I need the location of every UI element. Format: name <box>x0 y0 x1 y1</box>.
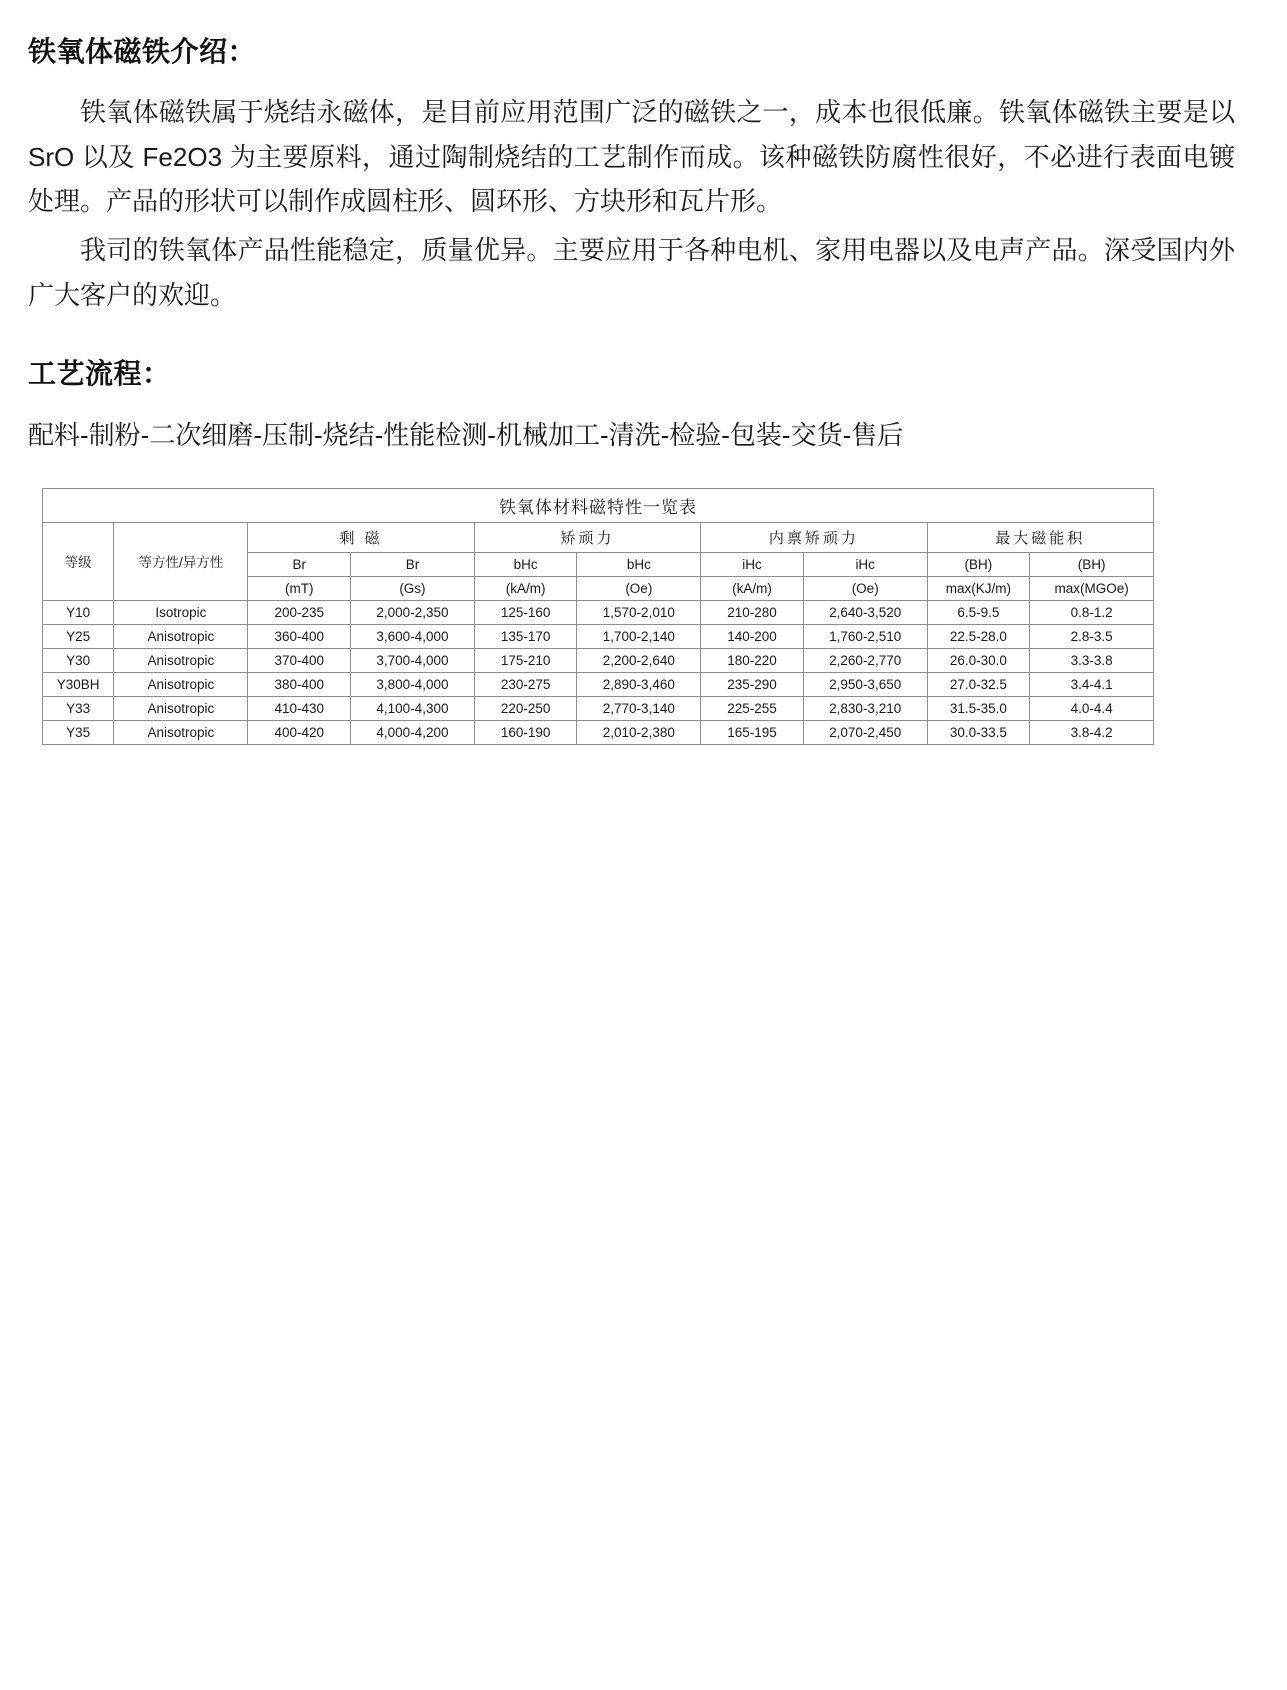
cell-br-gs: 4,100-4,300 <box>351 696 475 720</box>
symbol-br-gs: Br <box>351 552 475 576</box>
symbol-ihc-kam: iHc <box>701 552 804 576</box>
cell-bh-kjm: 30.0-33.5 <box>927 720 1030 744</box>
header-grade: 等级 <box>43 522 114 600</box>
process-heading: 工艺流程： <box>28 357 171 389</box>
cell-bhc-kam: 160-190 <box>474 720 577 744</box>
cell-br-gs: 3,600-4,000 <box>351 624 475 648</box>
cell-anisotropy: Anisotropic <box>114 696 248 720</box>
cell-br-gs: 4,000-4,200 <box>351 720 475 744</box>
cell-bhc-oe: 2,890-3,460 <box>577 672 701 696</box>
cell-grade: Y30BH <box>43 672 114 696</box>
table-row <box>43 600 1154 624</box>
unit-bhc-kam: (kA/m) <box>474 576 577 600</box>
cell-ihc-oe: 2,260-2,770 <box>803 648 927 672</box>
cell-ihc-kam: 140-200 <box>701 624 804 648</box>
cell-bh-mgoe: 3.8-4.2 <box>1030 720 1154 744</box>
unit-bhc-oe: (Oe) <box>577 576 701 600</box>
cell-grade: Y33 <box>43 696 114 720</box>
table-row <box>43 696 1154 720</box>
cell-ihc-oe: 2,830-3,210 <box>803 696 927 720</box>
cell-bhc-oe: 2,010-2,380 <box>577 720 701 744</box>
cell-ihc-kam: 210-280 <box>701 600 804 624</box>
unit-bh-mgoe: max(MGOe) <box>1030 576 1154 600</box>
cell-bh-kjm: 31.5-35.0 <box>927 696 1030 720</box>
cell-ihc-kam: 235-290 <box>701 672 804 696</box>
unit-ihc-kam: (kA/m) <box>701 576 804 600</box>
header-intrinsic-coercivity: 内禀矫顽力 <box>701 522 927 552</box>
cell-bhc-oe: 1,570-2,010 <box>577 600 701 624</box>
intro-paragraph-2: 我司的铁氧体产品性能稳定，质量优异。主要应用于各种电机、家用电器以及电声产品。深受国内外广大客户的欢迎。 <box>28 235 1235 310</box>
cell-br-gs: 3,800-4,000 <box>351 672 475 696</box>
cell-br-mt: 380-400 <box>248 672 351 696</box>
cell-br-gs: 3,700-4,000 <box>351 648 475 672</box>
cell-grade: Y35 <box>43 720 114 744</box>
cell-ihc-oe: 2,640-3,520 <box>803 600 927 624</box>
cell-bh-kjm: 22.5-28.0 <box>927 624 1030 648</box>
unit-br-mt: (mT) <box>248 576 351 600</box>
table-title: 铁氧体材料磁特性一览表 <box>43 488 1154 522</box>
header-remanence: 剩 磁 <box>248 522 474 552</box>
cell-bhc-kam: 135-170 <box>474 624 577 648</box>
table-group-header-row <box>43 522 1154 552</box>
cell-bh-mgoe: 3.4-4.1 <box>1030 672 1154 696</box>
cell-ihc-kam: 180-220 <box>701 648 804 672</box>
cell-br-mt: 360-400 <box>248 624 351 648</box>
process-flow-text: 配料-制粉-二次细磨-压制-烧结-性能检测-机械加工-清洗-检验-包装-交货-售后 <box>28 419 904 450</box>
cell-bh-kjm: 26.0-30.0 <box>927 648 1030 672</box>
symbol-ihc-oe: iHc <box>803 552 927 576</box>
cell-bhc-oe: 2,200-2,640 <box>577 648 701 672</box>
cell-grade: Y10 <box>43 600 114 624</box>
intro-heading: 铁氧体磁铁介绍： <box>28 36 257 67</box>
cell-bh-kjm: 6.5-9.5 <box>927 600 1030 624</box>
cell-grade: Y25 <box>43 624 114 648</box>
cell-br-mt: 410-430 <box>248 696 351 720</box>
unit-br-gs: (Gs) <box>351 576 475 600</box>
cell-bh-mgoe: 0.8-1.2 <box>1030 600 1154 624</box>
cell-bh-mgoe: 2.8-3.5 <box>1030 624 1154 648</box>
header-max-energy-product: 最大磁能积 <box>927 522 1153 552</box>
intro-paragraph-1: 铁氧体磁铁属于烧结永磁体，是目前应用范围广泛的磁铁之一，成本也很低廉。铁氧体磁铁主要是以 SrO 以及 Fe2O3 为主要原料，通过陶制烧结的工艺制作而成。该种磁铁防腐性很好，不必进行表面电镀处理。产品的形状可以制作成圆柱形、圆环形、方块形和瓦片形。 <box>28 97 1235 217</box>
table-row <box>43 648 1154 672</box>
cell-grade: Y30 <box>43 648 114 672</box>
cell-bhc-kam: 125-160 <box>474 600 577 624</box>
cell-anisotropy: Isotropic <box>114 600 248 624</box>
cell-ihc-oe: 2,070-2,450 <box>803 720 927 744</box>
table-row <box>43 720 1154 744</box>
cell-bhc-oe: 2,770-3,140 <box>577 696 701 720</box>
symbol-br-mt: Br <box>248 552 351 576</box>
cell-bh-mgoe: 3.3-3.8 <box>1030 648 1154 672</box>
cell-bh-kjm: 27.0-32.5 <box>927 672 1030 696</box>
cell-bhc-kam: 220-250 <box>474 696 577 720</box>
symbol-bhc-oe: bHc <box>577 552 701 576</box>
cell-ihc-kam: 225-255 <box>701 696 804 720</box>
cell-ihc-oe: 2,950-3,650 <box>803 672 927 696</box>
table-title-row <box>43 488 1154 522</box>
cell-anisotropy: Anisotropic <box>114 648 248 672</box>
cell-anisotropy: Anisotropic <box>114 720 248 744</box>
header-coercivity: 矫顽力 <box>474 522 700 552</box>
cell-br-gs: 2,000-2,350 <box>351 600 475 624</box>
cell-br-mt: 200-235 <box>248 600 351 624</box>
table-row <box>43 672 1154 696</box>
unit-bh-kjm: max(KJ/m) <box>927 576 1030 600</box>
magnetic-properties-table <box>42 488 1154 745</box>
cell-bhc-kam: 175-210 <box>474 648 577 672</box>
cell-bhc-kam: 230-275 <box>474 672 577 696</box>
cell-br-mt: 400-420 <box>248 720 351 744</box>
cell-bh-mgoe: 4.0-4.4 <box>1030 696 1154 720</box>
cell-br-mt: 370-400 <box>248 648 351 672</box>
spec-table-wrapper <box>42 488 1154 745</box>
cell-anisotropy: Anisotropic <box>114 672 248 696</box>
unit-ihc-oe: (Oe) <box>803 576 927 600</box>
cell-bhc-oe: 1,700-2,140 <box>577 624 701 648</box>
symbol-bh-mgoe: (BH) <box>1030 552 1154 576</box>
symbol-bhc-kam: bHc <box>474 552 577 576</box>
cell-ihc-kam: 165-195 <box>701 720 804 744</box>
cell-ihc-oe: 1,760-2,510 <box>803 624 927 648</box>
header-anisotropy: 等方性/异方性 <box>114 522 248 600</box>
table-row <box>43 624 1154 648</box>
symbol-bh-kjm: (BH) <box>927 552 1030 576</box>
cell-anisotropy: Anisotropic <box>114 624 248 648</box>
